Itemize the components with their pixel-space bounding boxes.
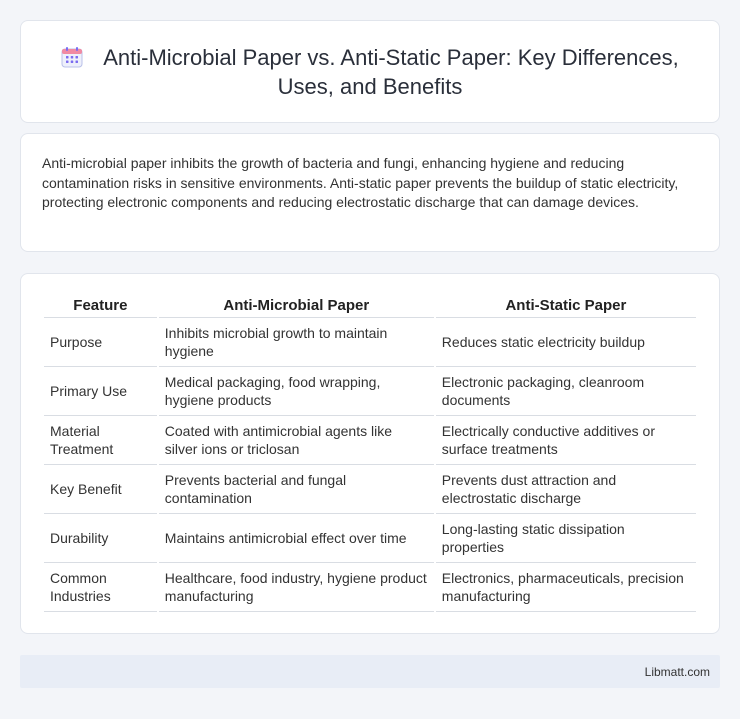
feature-cell: Durability — [44, 514, 157, 563]
anti-microbial-cell: Prevents bacterial and fungal contamination — [159, 465, 434, 514]
table-row — [44, 514, 696, 563]
anti-microbial-cell: Coated with antimicrobial agents like silver ions or triclosan — [159, 416, 434, 465]
feature-cell: Primary Use — [44, 367, 157, 416]
feature-cell: Key Benefit — [44, 465, 157, 514]
anti-microbial-cell: Maintains antimicrobial effect over time — [159, 514, 434, 563]
anti-static-cell: Electronics, pharmaceuticals, precision manufacturing — [436, 563, 696, 612]
anti-static-cell: Long-lasting static dissipation properties — [436, 514, 696, 563]
anti-microbial-cell: Inhibits microbial growth to maintain hygiene — [159, 318, 434, 367]
anti-static-cell: Electronic packaging, cleanroom documents — [436, 367, 696, 416]
anti-static-cell: Reduces static electricity buildup — [436, 318, 696, 367]
feature-cell: Material Treatment — [44, 416, 157, 465]
table-row — [44, 563, 696, 612]
intro-card — [20, 133, 720, 252]
page-title-wrap — [51, 43, 689, 101]
feature-cell: Common Industries — [44, 563, 157, 612]
table-row — [44, 367, 696, 416]
page-title: Anti-Microbial Paper vs. Anti-Static Paper: Key Differences, Uses, and Benefits — [103, 44, 679, 99]
footer-brand-link[interactable]: Libmatt.com — [644, 665, 710, 679]
header-anti-microbial: Anti-Microbial Paper — [159, 294, 434, 318]
anti-microbial-cell: Healthcare, food industry, hygiene product manufacturing — [159, 563, 434, 612]
title-card — [20, 20, 720, 123]
feature-cell: Purpose — [44, 318, 157, 367]
anti-static-cell: Prevents dust attraction and electrostatic discharge — [436, 465, 696, 514]
table-card — [20, 273, 720, 634]
anti-static-cell: Electrically conductive additives or surface treatments — [436, 416, 696, 465]
comparison-table — [42, 294, 698, 612]
anti-microbial-cell: Medical packaging, food wrapping, hygiene products — [159, 367, 434, 416]
table-row — [44, 465, 696, 514]
calendar-icon — [61, 46, 83, 68]
intro-text: Anti-microbial paper inhibits the growth of bacteria and fungi, enhancing hygiene and reducing contamination risks in sensitive environments. Anti-static paper prevents the buildup of static electricity, protecting electronic components and reducing electrostatic discharge that can damage devices. — [42, 155, 679, 210]
table-row — [44, 318, 696, 367]
header-feature: Feature — [44, 294, 157, 318]
table-header-row — [44, 294, 696, 318]
header-anti-static: Anti-Static Paper — [436, 294, 696, 318]
footer — [20, 655, 720, 688]
table-row — [44, 416, 696, 465]
